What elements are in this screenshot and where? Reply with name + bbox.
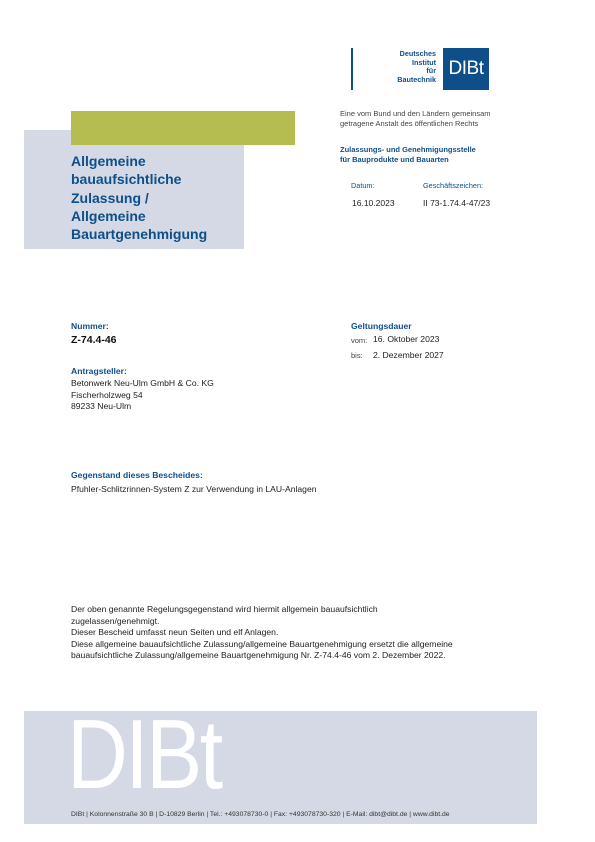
logo-line: für [426, 66, 436, 76]
department-line: Zulassungs- und Genehmigungsstelle [340, 145, 476, 154]
applicant-line: Betonwerk Neu-Ulm GmbH & Co. KG [71, 378, 214, 388]
title-line: Bauartgenehmigung [71, 226, 208, 243]
footer-contact: DIBt | Kolonnenstraße 30 B | D-10829 Berlin | Tel.: +493078730-0 | Fax: +493078730-320 | E-Mail: dibt@dibt.de | www.dibt.de [71, 811, 450, 818]
subject-label: Gegenstand dieses Bescheides: [71, 470, 203, 480]
validity-from-value: 16. Oktober 2023 [373, 334, 440, 344]
institution-line: getragene Anstalt des öffentlichen Rechts [340, 119, 479, 128]
logo-text [362, 50, 436, 84]
document-title [71, 152, 251, 243]
validity-to-label: bis: [351, 351, 363, 360]
paragraph-line: Diese allgemeine bauaufsichtliche Zulassung/allgemeine Bauartgenehmigung ersetzt die allgemeine [71, 638, 453, 649]
institution-line: Eine vom Bund und den Ländern gemeinsam [340, 109, 491, 118]
footer-watermark-logo: DIBt [67, 699, 221, 809]
institution-description [340, 109, 560, 129]
validity-from-label: vom: [351, 336, 368, 345]
dibt-logo: DIBt [443, 48, 489, 90]
title-line: Zulassung / [71, 189, 149, 206]
validity-label: Geltungsdauer [351, 321, 412, 331]
accent-bar [71, 111, 295, 145]
applicant-label: Antragsteller: [71, 366, 127, 376]
reference-value: II 73-1.74.4-47/23 [423, 198, 491, 208]
date-label: Datum: [351, 181, 375, 190]
number-label: Nummer: [71, 321, 109, 331]
applicant-address [71, 378, 214, 413]
title-line: bauaufsichtliche [71, 171, 182, 188]
title-line: Allgemeine [71, 153, 146, 169]
department-name [340, 145, 560, 165]
department-line: für Bauprodukte und Bauarten [340, 155, 449, 164]
subject-value: Pfuhler-Schlitzrinnen-System Z zur Verwendung in LAU-Anlagen [71, 484, 317, 494]
paragraph-line: Dieser Bescheid umfasst neun Seiten und elf Anlagen. [71, 627, 279, 638]
decision-paragraph [71, 604, 541, 662]
logo-line: Deutsches [399, 49, 436, 58]
validity-to-value: 2. Dezember 2027 [373, 350, 444, 360]
title-line: Allgemeine [71, 207, 146, 224]
applicant-line: 89233 Neu-Ulm [71, 401, 132, 411]
paragraph-line: bauaufsichtliche Zulassung/allgemeine Bauartgenehmigung Nr. Z-74.4-46 vom 2. Dezember 2022. [71, 650, 446, 661]
logo-line: Bautechnik [397, 74, 436, 84]
logo-divider [351, 48, 353, 90]
paragraph-line: Der oben genannte Regelungsgegenstand wird hiermit allgemein bauaufsichtlich [71, 604, 378, 614]
date-value: 16.10.2023 [352, 198, 395, 208]
approval-number: Z-74.4-46 [71, 334, 117, 346]
applicant-line: Fischerholzweg 54 [71, 389, 143, 400]
paragraph-line: zugelassen/genehmigt. [71, 615, 160, 626]
reference-label: Geschäftszeichen: [423, 181, 484, 190]
logo-line: Institut [412, 57, 436, 67]
